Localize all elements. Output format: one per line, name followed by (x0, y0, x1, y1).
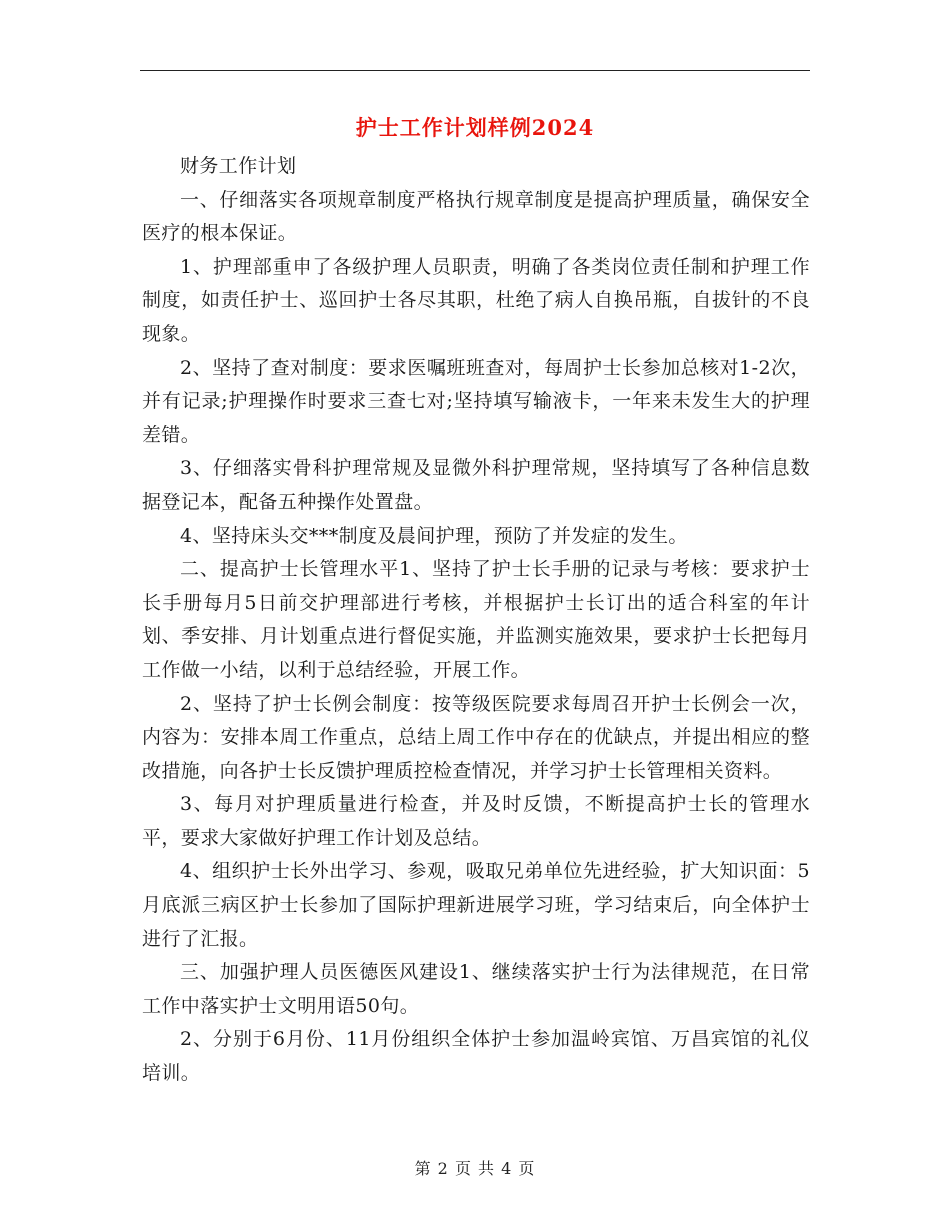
paragraph: 3、仔细落实骨科护理常规及显微外科护理常规，坚持填写了各种信息数据登记本，配备五种操作处置盘。 (142, 457, 810, 513)
paragraph: 二、提高护士长管理水平1、坚持了护士长手册的记录与考核：要求护士长手册每月5日前交护理部进行考核，并根据护士长订出的适合科室的年计划、季安排、月计划重点进行督促实施，并监测实施效果，要求护士长把每月工作做一小结，以利于总结经验，开展工作。 (142, 558, 810, 681)
paragraph: 一、仔细落实各项规章制度严格执行规章制度是提高护理质量，确保安全医疗的根本保证。 (142, 188, 810, 245)
paragraph: 4、坚持床头交***制度及晨间护理，预防了并发症的发生。 (180, 524, 688, 547)
paragraph: 2、分别于6月份、11月份组织全体护士参加温岭宾馆、万昌宾馆的礼仪培训。 (142, 1028, 810, 1085)
document-body (142, 150, 810, 1091)
paragraph: 财务工作计划 (180, 155, 297, 177)
paragraph: 2、坚持了查对制度：要求医嘱班班查对，每周护士长参加总核对1-2次，并有记录;护理操作时要求三查七对;坚持填写输液卡，一年来未发生大的护理差错。 (142, 356, 810, 446)
page-number: 第 2 页 共 4 页 (414, 1159, 536, 1178)
paragraph: 4、组织护士长外出学习、参观，吸取兄弟单位先进经验，扩大知识面：5月底派三病区护士长参加了国际护理新进展学习班，学习结束后，向全体护士进行了汇报。 (142, 860, 810, 950)
paragraph: 3、每月对护理质量进行检查，并及时反馈，不断提高护士长的管理水平，要求大家做好护理工作计划及总结。 (142, 793, 810, 849)
document-title: 护士工作计划样例2024 (355, 115, 595, 140)
paragraph: 2、坚持了护士长例会制度：按等级医院要求每周召开护士长例会一次，内容为：安排本周工作重点，总结上周工作中存在的优缺点，并提出相应的整改措施，向各护士长反馈护理质控检查情况，并学习护士长管理相关资料。 (142, 692, 810, 782)
header-rule (140, 70, 810, 71)
paragraph: 1、护理部重申了各级护理人员职责，明确了各类岗位责任制和护理工作制度，如责任护士、巡回护士各尽其职，杜绝了病人自换吊瓶，自拔针的不良现象。 (142, 255, 810, 345)
paragraph: 三、加强护理人员医德医风建设1、继续落实护士行为法律规范，在日常工作中落实护士文明用语50句。 (142, 961, 810, 1017)
